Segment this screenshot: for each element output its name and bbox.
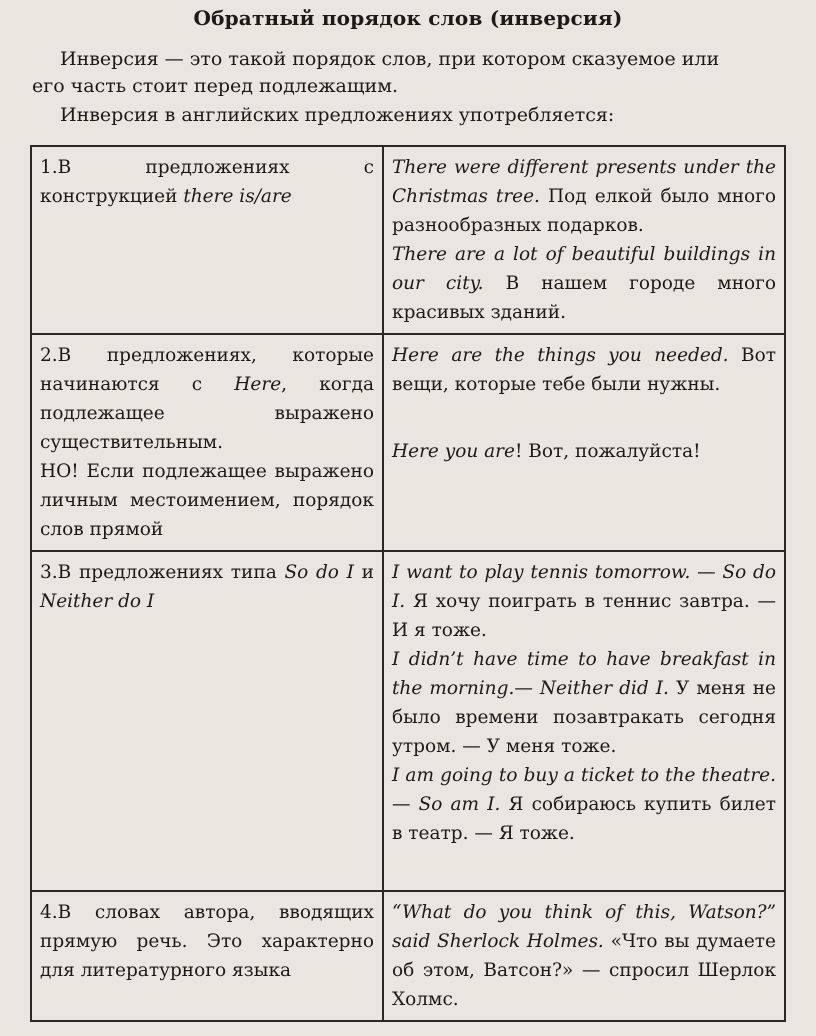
example-cell	[383, 891, 785, 1021]
rule-main	[40, 341, 374, 457]
table-row	[31, 146, 785, 334]
example-translation: Вот вещи, которые тебе были нужны.	[392, 345, 776, 395]
example-item	[392, 437, 776, 466]
example-english: There were different presents under the Christmas tree.	[392, 157, 776, 207]
example-cell	[383, 146, 785, 334]
inversion-table	[30, 145, 786, 1022]
rule-italic-term: there is/are	[183, 186, 292, 207]
example-item	[392, 761, 776, 848]
table-row	[31, 551, 785, 891]
example-translation: «Что вы думаете об этом, Ватсон?» — спросил Шерлок Холмс.	[392, 931, 776, 1010]
rule-cell	[31, 891, 383, 1021]
rule-cell	[31, 146, 383, 334]
rule-italic-term: Here	[234, 374, 282, 395]
definition-line-2: его часть стоит перед подлежащим.	[32, 75, 399, 97]
rule-text: В предложениях с конструкцией	[40, 157, 374, 207]
example-english: Here you are	[392, 441, 515, 462]
example-english: There are a lot of beautiful buildings in our city.	[392, 244, 776, 294]
table-row	[31, 891, 785, 1021]
example-item	[392, 558, 776, 645]
example-translation: Я хочу поиграть в теннис завтра. — И я тоже.	[392, 591, 776, 641]
example-item	[392, 341, 776, 399]
rule-text: В предложениях, которые начинаются с	[40, 345, 374, 395]
rule-cell	[31, 551, 383, 891]
rule-cell	[31, 334, 383, 551]
example-item	[392, 240, 776, 327]
definition-line-1: Инверсия — это такой порядок слов, при котором сказуемое или	[60, 48, 720, 70]
definition-paragraph	[32, 46, 802, 100]
rule-text-continued: и	[353, 562, 374, 583]
example-translation: Я собираюсь купить билет в театр. — Я тоже.	[392, 794, 776, 844]
spacer	[392, 399, 776, 437]
rule-note: НО! Если подлежащее выражено личным местоимением, порядок слов прямой	[40, 461, 374, 540]
rule-text-continued: , когда подлежащее выражено существительным.	[40, 374, 375, 453]
example-translation: ! Вот, пожалуйста!	[514, 441, 701, 462]
example-english: I didn’t have time to have breakfast in the morning.— Neither did I.	[392, 649, 776, 699]
example-english: Here are the things you needed.	[392, 345, 729, 366]
rule-number: 3.	[40, 562, 58, 583]
example-cell	[383, 334, 785, 551]
rule-italic-term-2: Neither do I	[40, 591, 155, 612]
rule-text: В предложениях типа	[57, 562, 285, 583]
rule-number: 1.	[40, 157, 58, 178]
rule-text: В словах автора, вводящих прямую речь. Это характерно для литературного языка	[40, 902, 374, 981]
example-translation: В нашем городе много красивых зданий.	[392, 273, 776, 323]
usage-paragraph: Инверсия в английских предложениях употребляется:	[60, 104, 615, 126]
example-item	[392, 645, 776, 761]
page-title: Обратный порядок слов (инверсия)	[193, 6, 623, 30]
example-translation: Под елкой было много разнообразных подарков.	[392, 186, 776, 236]
example-item	[392, 153, 776, 240]
example-english: I am going to buy a ticket to the theatre. — So am I.	[392, 765, 776, 815]
example-english: I want to play tennis tomorrow. — So do I.	[392, 562, 776, 612]
rule-italic-term: So do I	[284, 562, 354, 583]
example-english: “What do you think of this, Watson?” said Sherlock Holmes.	[392, 902, 776, 952]
rule-number: 2.	[40, 345, 58, 366]
table-row	[31, 334, 785, 551]
example-cell	[383, 551, 785, 891]
example-item	[392, 898, 776, 1014]
rule-number: 4.	[40, 902, 58, 923]
example-translation: У меня не было времени позавтракать сегодня утром. — У меня тоже.	[392, 678, 776, 757]
